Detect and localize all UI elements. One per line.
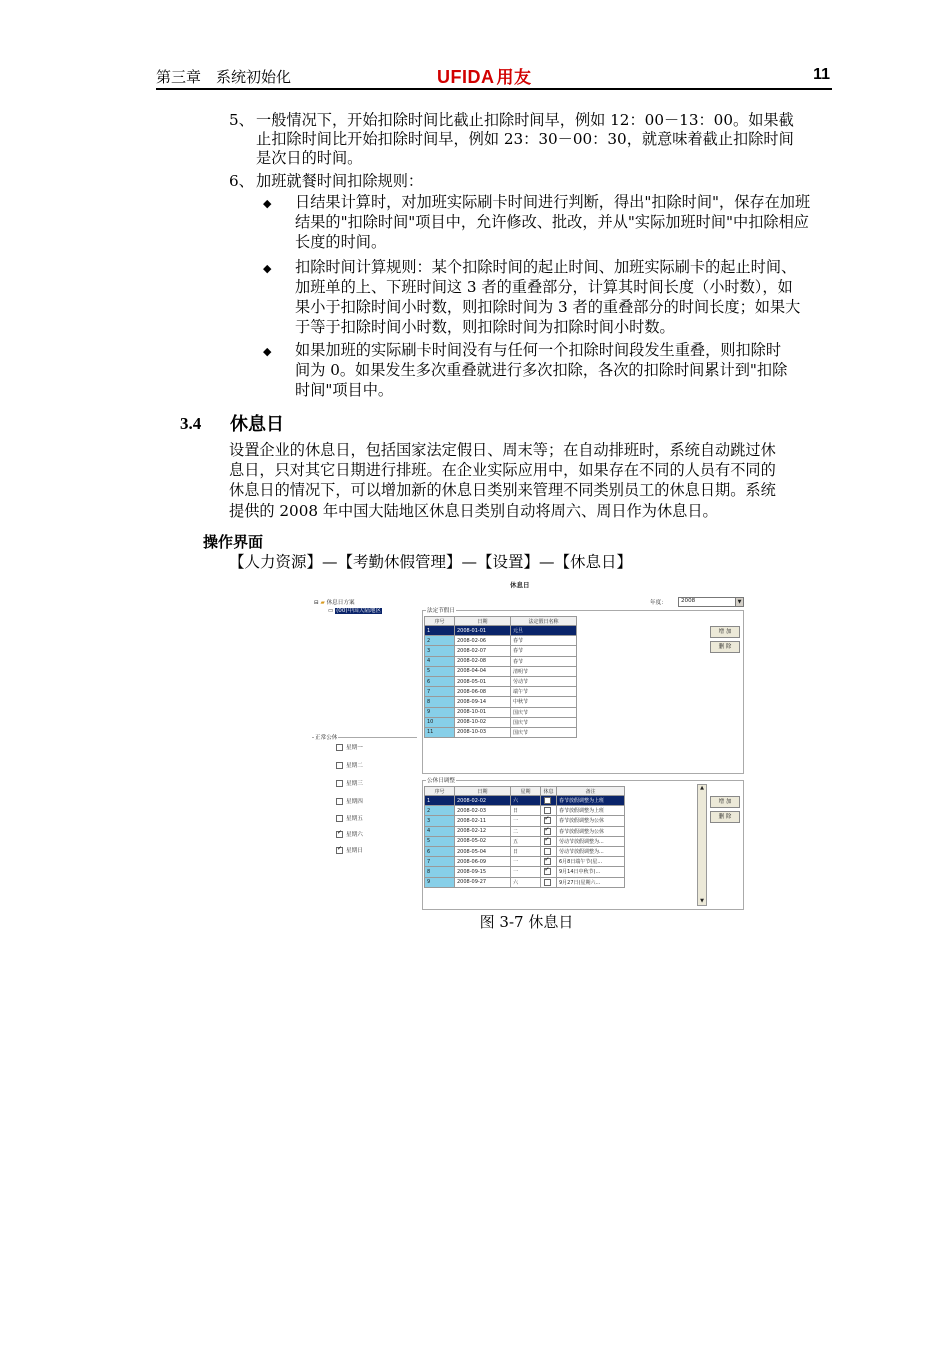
holiday-date: 2008-02-08 bbox=[455, 656, 511, 666]
ufida-logo bbox=[437, 63, 532, 88]
row-index: 8 bbox=[425, 867, 455, 877]
adjust-date: 2008-02-02 bbox=[455, 796, 511, 806]
adjust-weekday: 日 bbox=[511, 806, 541, 816]
section-number: 3.4 bbox=[180, 414, 202, 433]
chapter-title: 第三章 系统初始化 bbox=[156, 68, 292, 86]
col-header: 序号 bbox=[425, 787, 455, 796]
weekday-checkbox-mon[interactable] bbox=[336, 743, 363, 751]
checkbox-icon[interactable] bbox=[544, 848, 551, 855]
item-5-line-2: 止扣除时间比开始扣除时间早，例如 23：30－00：30，就意味着截止扣除时间 bbox=[256, 130, 794, 148]
holiday-name: 国庆节 bbox=[511, 707, 577, 717]
year-value: 2008 bbox=[681, 598, 696, 604]
weekday-label: 星期一 bbox=[346, 745, 363, 751]
row-index: 6 bbox=[425, 676, 455, 686]
document-icon: ▭ bbox=[328, 608, 334, 614]
row-index: 4 bbox=[425, 826, 455, 836]
logo-cn: 用友 bbox=[496, 68, 532, 87]
weekday-checkbox-fri[interactable] bbox=[336, 814, 363, 822]
weekday-label: 星期五 bbox=[346, 816, 363, 822]
adjust-date: 2008-02-03 bbox=[455, 806, 511, 816]
bullet-2-line-1: 扣除时间计算规则：某个扣除时间的起止时间、加班实际刷卡的起止时间、 bbox=[295, 258, 797, 276]
item-5-line-1: 一般情况下，开始扣除时间比截止扣除时间早，例如 12：00－13：00。如果截 bbox=[256, 111, 794, 129]
adjust-date: 2008-02-12 bbox=[455, 826, 511, 836]
page-number: 11 bbox=[813, 66, 830, 83]
table-row[interactable] bbox=[425, 836, 625, 846]
row-index: 9 bbox=[425, 707, 455, 717]
adjust-date: 2008-05-04 bbox=[455, 846, 511, 856]
row-index: 6 bbox=[425, 846, 455, 856]
bullet-3-line-3: 时间"项目中。 bbox=[295, 381, 394, 399]
checkbox-icon[interactable] bbox=[544, 807, 551, 814]
table-row[interactable] bbox=[425, 806, 625, 816]
adjust-date: 2008-06-09 bbox=[455, 857, 511, 867]
table-row[interactable] bbox=[425, 646, 577, 656]
adjustment-scrollbar[interactable] bbox=[697, 784, 707, 906]
rest-cell[interactable] bbox=[541, 816, 557, 826]
checkbox-checked-icon[interactable] bbox=[544, 838, 551, 845]
holiday-date: 2008-02-07 bbox=[455, 646, 511, 656]
tree-root-label: 休息日方案 bbox=[326, 600, 355, 606]
holiday-date: 2008-09-14 bbox=[455, 697, 511, 707]
col-header: 日期 bbox=[455, 787, 511, 796]
adjust-note: 春节放假调整为公休 bbox=[557, 816, 625, 826]
checkbox-checked-icon[interactable] bbox=[544, 817, 551, 824]
folder-icon: ▰ bbox=[320, 600, 325, 606]
weekday-checkbox-wed[interactable] bbox=[336, 779, 363, 787]
checkbox-icon[interactable] bbox=[544, 879, 551, 886]
weekday-label: 星期二 bbox=[346, 763, 363, 769]
row-index: 3 bbox=[425, 816, 455, 826]
section-para-line-4: 提供的 2008 年中国大陆地区休息日类别自动将周六、周日作为休息日。 bbox=[229, 502, 718, 520]
table-row[interactable] bbox=[425, 697, 577, 707]
weekly-legend: 正常公休 bbox=[315, 735, 338, 741]
adjust-date: 2008-09-15 bbox=[455, 867, 511, 877]
row-index: 5 bbox=[425, 666, 455, 676]
adjustment-table bbox=[424, 786, 625, 888]
row-index: 7 bbox=[425, 687, 455, 697]
adjust-weekday: 五 bbox=[511, 836, 541, 846]
rest-day-screenshot bbox=[312, 578, 744, 910]
holiday-name: 元旦 bbox=[511, 626, 577, 636]
bullet-1-line-1: 日结果计算时，对加班实际刷卡时间进行判断，得出"扣除时间"，保存在加班 bbox=[295, 193, 811, 211]
row-index: 1 bbox=[425, 796, 455, 806]
holiday-table bbox=[424, 616, 577, 738]
table-row[interactable] bbox=[425, 727, 577, 737]
holiday-name: 国庆节 bbox=[511, 717, 577, 727]
row-index: 10 bbox=[425, 717, 455, 727]
scroll-down-icon[interactable]: ▼ bbox=[700, 898, 704, 904]
section-para-line-1: 设置企业的休息日，包括国家法定假日、周末等；在自动排班时，系统自动跳过休 bbox=[229, 441, 776, 459]
holiday-date: 2008-04-04 bbox=[455, 666, 511, 676]
rest-cell[interactable] bbox=[541, 857, 557, 867]
col-header: 星期 bbox=[511, 787, 541, 796]
rest-cell[interactable] bbox=[541, 867, 557, 877]
holiday-name: 中秋节 bbox=[511, 697, 577, 707]
row-index: 1 bbox=[425, 626, 455, 636]
weekday-checkbox-thu[interactable] bbox=[336, 797, 363, 805]
row-index: 3 bbox=[425, 646, 455, 656]
holiday-date: 2008-02-06 bbox=[455, 636, 511, 646]
section-para-line-2: 息日，只对其它日期进行排班。在企业实际应用中，如果存在不同的人员有不同的 bbox=[229, 461, 776, 479]
holiday-name: 端午节 bbox=[511, 687, 577, 697]
rest-cell[interactable] bbox=[541, 826, 557, 836]
holiday-name: 春节 bbox=[511, 636, 577, 646]
holiday-legend: 法定节假日 bbox=[427, 608, 455, 614]
table-row[interactable] bbox=[425, 826, 625, 836]
row-index: 8 bbox=[425, 697, 455, 707]
adjust-weekday: 六 bbox=[511, 877, 541, 887]
bullet-3-line-2: 间为 0。如果发生多次重叠就进行多次扣除，各次的扣除时间累计到"扣除 bbox=[295, 361, 788, 379]
adjust-note: 春节放假调整为上班 bbox=[557, 796, 625, 806]
table-row[interactable] bbox=[425, 656, 577, 666]
checkbox-icon[interactable] bbox=[544, 797, 551, 804]
holiday-name: 清明节 bbox=[511, 666, 577, 676]
table-row[interactable] bbox=[425, 857, 625, 867]
operation-interface-title: 操作界面 bbox=[203, 533, 264, 551]
bullet-2-line-2: 加班单的上、下班时间这 3 者的重叠部分，计算其时间长度（小时数），如 bbox=[295, 278, 793, 296]
add-adjustment-button[interactable]: 增 加 bbox=[710, 796, 740, 808]
weekday-checkbox-sun[interactable] bbox=[336, 846, 363, 854]
adjust-note: 6月8日端午节(星... bbox=[557, 857, 625, 867]
adjust-note: 春节放假调整为上班 bbox=[557, 806, 625, 816]
bullet-2-line-4: 于等于扣除时间小时数，则扣除时间为扣除时间小时数。 bbox=[295, 318, 675, 336]
year-select[interactable] bbox=[678, 597, 744, 607]
delete-adjustment-button[interactable]: 删 除 bbox=[710, 811, 740, 823]
rest-cell[interactable] bbox=[541, 796, 557, 806]
table-row[interactable] bbox=[425, 666, 577, 676]
rest-cell[interactable] bbox=[541, 846, 557, 856]
checkbox-icon[interactable] bbox=[336, 744, 343, 751]
holiday-date: 2008-06-08 bbox=[455, 687, 511, 697]
item-5-line-3: 是次日的时间。 bbox=[256, 149, 363, 167]
col-header: 序号 bbox=[425, 617, 455, 626]
bullet-1-line-3: 长度的时间。 bbox=[295, 233, 387, 251]
section-title: 休息日 bbox=[230, 414, 284, 435]
adjust-weekday: 六 bbox=[511, 796, 541, 806]
table-row[interactable] bbox=[425, 717, 577, 727]
delete-holiday-button[interactable]: 删 除 bbox=[710, 641, 740, 653]
header-rule bbox=[156, 88, 832, 90]
adjustment-header-row bbox=[425, 787, 625, 796]
weekday-checkbox-sat[interactable] bbox=[336, 830, 363, 838]
tree-item-china[interactable] bbox=[328, 606, 382, 614]
table-row[interactable] bbox=[425, 867, 625, 877]
table-row[interactable] bbox=[425, 877, 625, 887]
adjust-weekday: 一 bbox=[511, 816, 541, 826]
holiday-date: 2008-01-01 bbox=[455, 626, 511, 636]
adjust-weekday: 一 bbox=[511, 857, 541, 867]
weekday-label: 星期六 bbox=[346, 832, 363, 838]
window-title: 休息日 bbox=[510, 581, 530, 589]
checkbox-checked-icon[interactable] bbox=[336, 831, 343, 838]
item-5-number: 5、 bbox=[229, 111, 254, 129]
rest-cell[interactable] bbox=[541, 806, 557, 816]
table-row[interactable] bbox=[425, 687, 577, 697]
tree-item-label: (00)中国大陆地区 bbox=[336, 608, 382, 614]
adjust-note: 9月27日(星期六... bbox=[557, 877, 625, 887]
adjust-date: 2008-09-27 bbox=[455, 877, 511, 887]
logo-en: UFIDA bbox=[437, 67, 495, 87]
checkbox-icon[interactable] bbox=[336, 780, 343, 787]
holiday-header-row bbox=[425, 617, 577, 626]
checkbox-icon[interactable] bbox=[336, 762, 343, 769]
holiday-date: 2008-05-01 bbox=[455, 676, 511, 686]
adjust-note: 春节放假调整为公休 bbox=[557, 826, 625, 836]
holiday-name: 春节 bbox=[511, 646, 577, 656]
table-row[interactable] bbox=[425, 846, 625, 856]
row-index: 2 bbox=[425, 806, 455, 816]
section-para-line-3: 休息日的情况下，可以增加新的休息日类别来管理不同类别员工的休息日期。系统 bbox=[229, 481, 776, 499]
rest-cell[interactable] bbox=[541, 836, 557, 846]
checkbox-checked-icon[interactable] bbox=[544, 828, 551, 835]
adjust-date: 2008-05-02 bbox=[455, 836, 511, 846]
weekday-checkbox-tue[interactable] bbox=[336, 761, 363, 769]
checkbox-icon[interactable] bbox=[336, 798, 343, 805]
row-index: 5 bbox=[425, 836, 455, 846]
adjust-weekday: 日 bbox=[511, 846, 541, 856]
checkbox-icon[interactable] bbox=[336, 815, 343, 822]
bullet-diamond-icon: ◆ bbox=[263, 197, 272, 210]
holiday-date: 2008-10-02 bbox=[455, 717, 511, 727]
table-row[interactable] bbox=[425, 796, 625, 806]
menu-path: 【人力资源】—【考勤休假管理】—【设置】—【休息日】 bbox=[229, 553, 633, 571]
adjust-weekday: 二 bbox=[511, 826, 541, 836]
dropdown-arrow-icon[interactable]: ▼ bbox=[735, 598, 743, 606]
col-header: 备注 bbox=[557, 787, 625, 796]
table-row[interactable] bbox=[425, 626, 577, 636]
weekday-label: 星期三 bbox=[346, 781, 363, 787]
rest-cell[interactable] bbox=[541, 877, 557, 887]
checkbox-checked-icon[interactable] bbox=[544, 858, 551, 865]
adjust-date: 2008-02-11 bbox=[455, 816, 511, 826]
bullet-3-line-1: 如果加班的实际刷卡时间没有与任何一个扣除时间段发生重叠，则扣除时 bbox=[295, 341, 781, 359]
row-index: 9 bbox=[425, 877, 455, 887]
adjustment-legend: 公休日调整 bbox=[427, 778, 455, 784]
weekday-label: 星期四 bbox=[346, 799, 363, 805]
bullet-diamond-icon: ◆ bbox=[263, 262, 272, 275]
col-header: 法定假日名称 bbox=[511, 617, 577, 626]
holiday-date: 2008-10-01 bbox=[455, 707, 511, 717]
scroll-up-icon[interactable]: ▲ bbox=[700, 785, 704, 791]
collapse-icon[interactable]: ⊟ bbox=[314, 600, 319, 606]
table-row[interactable] bbox=[425, 676, 577, 686]
adjust-weekday: 一 bbox=[511, 867, 541, 877]
table-row[interactable] bbox=[425, 816, 625, 826]
year-label: 年度： bbox=[650, 600, 667, 606]
bullet-diamond-icon: ◆ bbox=[263, 345, 272, 358]
row-index: 4 bbox=[425, 656, 455, 666]
holiday-name: 国庆节 bbox=[511, 727, 577, 737]
adjust-note: 9月14日中秋节(... bbox=[557, 867, 625, 877]
row-index: 7 bbox=[425, 857, 455, 867]
table-row[interactable] bbox=[425, 707, 577, 717]
bullet-1-line-2: 结果的"扣除时间"项目中，允许修改、批改，并从"实际加班时间"中扣除相应 bbox=[295, 213, 809, 231]
adjust-note: 劳动节放假调整为... bbox=[557, 836, 625, 846]
figure-caption: 图 3-7 休息日 bbox=[479, 913, 574, 931]
item-6-line-1: 加班就餐时间扣除规则： bbox=[256, 172, 424, 190]
checkbox-checked-icon[interactable] bbox=[336, 847, 343, 854]
adjust-note: 劳动节放假调整为... bbox=[557, 846, 625, 856]
checkbox-checked-icon[interactable] bbox=[544, 868, 551, 875]
weekday-label: 星期日 bbox=[346, 848, 363, 854]
add-holiday-button[interactable]: 增 加 bbox=[710, 626, 740, 638]
tree-root[interactable] bbox=[314, 598, 355, 606]
col-header: 日期 bbox=[455, 617, 511, 626]
row-index: 2 bbox=[425, 636, 455, 646]
holiday-date: 2008-10-03 bbox=[455, 727, 511, 737]
row-index: 11 bbox=[425, 727, 455, 737]
table-row[interactable] bbox=[425, 636, 577, 646]
holiday-name: 劳动节 bbox=[511, 676, 577, 686]
holiday-name: 春节 bbox=[511, 656, 577, 666]
item-6-number: 6、 bbox=[229, 172, 254, 190]
col-header: 休息 bbox=[541, 787, 557, 796]
bullet-2-line-3: 果小于扣除时间小时数，则扣除时间为 3 者的重叠部分的时间长度；如果大 bbox=[295, 298, 801, 316]
